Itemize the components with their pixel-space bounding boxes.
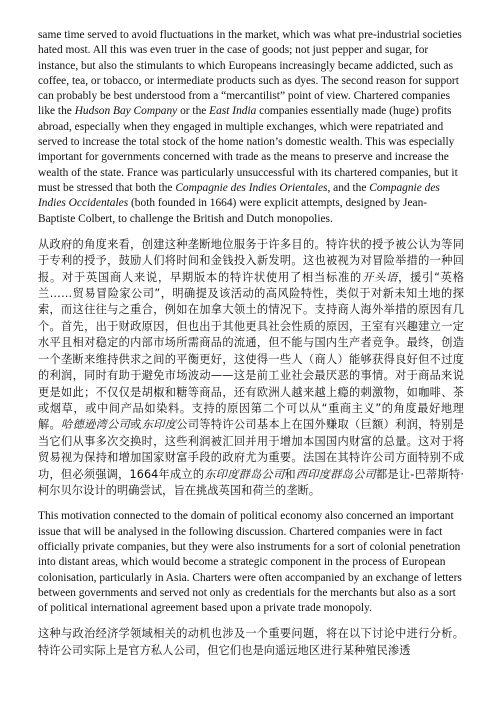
italic-term: Compagnie des Indies Orientales <box>175 181 328 194</box>
paragraph-english-2: This motivation connected to the domain of political economy also concerned an important issue that will be analysed in the following discussion. Chartered companies were in fact officially private companies, but they were also instruments for a sort of colonial penetration into distant areas, which would become a strategic component in the process of European colonisation, particularly in Asia. Charters were often accompanied by an exchange of letters between governments and served not only as credentials for the merchants but also as a sort of political international agreement based upon a private trade monopoly. <box>38 510 462 615</box>
italic-term: East India <box>209 105 257 118</box>
paragraph-chinese-1 <box>38 237 464 500</box>
italic-term: 西印度群岛公司 <box>295 467 376 481</box>
text-run: 或 <box>130 418 142 432</box>
text-run: 和 <box>284 467 296 481</box>
text-run: same time served to avoid fluctuations in the market, which was what pre-industrial societies hated most. All this was even truer in the case of goods; not just pepper and sugar, for instance, but also the stimulants to which Europeans increasingly became addicted, such as coffee, tea, or tobacco, or intermediate products such as dyes. The second reason for support can probably be best understood from a “mercantilist” point of view. Chartered companies like the <box>38 29 462 118</box>
italic-term: Compagnie des Indies Occidentales <box>38 181 440 210</box>
text-run: companies essentially made (huge) profits abroad, especially when they engaged in multiple exchanges, which were repatriated and served to increase the total stock of the home nation’s domestic wealth. This was especially important for governments concerned with trade as the means to preserve and increase the wealth of the state. France was particularly unsuccessful with its chartered companies, but it must be stressed that both the <box>38 105 458 194</box>
text-run: , and the <box>327 181 370 194</box>
italic-term: 哈德逊湾公司 <box>61 418 131 432</box>
text-run: or the <box>177 105 210 118</box>
text-run: 公司等特许公司基本上在国外赚取（巨额）利润，特别是当它们从事多次交换时，这些利润被汇回并用于增加本国国内财富的总量。这对于将贸易视为保持和增加国家财富手段的政府尤为重要。法国在其特许公司方面特别不成功，但必须强调，1664年成立的 <box>38 418 464 481</box>
text-run: ，援引“英格兰……贸易冒险家公司”，明确提及该活动的高风险特性，类似于对新未知土地的探索，而这往往与之重合，例如在加拿大领土的情况下。支持商人海外举措的原因有几个。首先，出于财政原因，但也出于其他更具社会性质的原因，王室有兴趣建立一定水平且相对稳定的内部市场所需商品的流通，但不能与国内生产者竞争。最终，创造一个垄断来维持供求之间的平衡更好，这使得一些人（商人）能够获得良好但不过度的利润，同时有助于避免市场波动——这是前工业社会最厌恶的事情。对于商品来说更是如此；不仅仅是胡椒和糖等商品，还有欧洲人越来越上瘾的刺激物，如咖啡、茶或烟草，或中间产品如染料。支持的原因第二个可以从“重商主义”的角度最好地理解。 <box>38 270 464 432</box>
paragraph-chinese-2: 这种与政治经济学领域相关的动机也涉及一个重要问题，将在以下讨论中进行分析。特许公司实际上是官方私人公司，但它们也是向遥远地区进行某种殖民渗透 <box>38 627 464 657</box>
italic-term: Hudson Bay Company <box>74 105 178 118</box>
document-page <box>38 28 464 669</box>
text-run: (both founded in 1664) were explicit attempts, designed by Jean-Baptiste Colbert, to challenge the British and Dutch monopolies. <box>38 197 428 225</box>
italic-term: 东印度 <box>141 418 177 432</box>
italic-term: 东印度群岛公司 <box>204 467 285 481</box>
text-run: 从政府的角度来看，创建这种垄断地位服务于许多目的。特许状的授予被公认为等同于专利的授予，鼓励人们将时间和金钱投入新发明。这也被视为对冒险举措的一种回报。对于英国商人来说，早期版本的特许状使用了相当标准的 <box>38 237 464 284</box>
italic-term: 开头语 <box>362 270 399 284</box>
text-run: 都是让-巴蒂斯特·柯尔贝尔设计的明确尝试，旨在挑战英国和荷兰的垄断。 <box>38 467 465 497</box>
paragraph-english-1 <box>38 28 464 227</box>
